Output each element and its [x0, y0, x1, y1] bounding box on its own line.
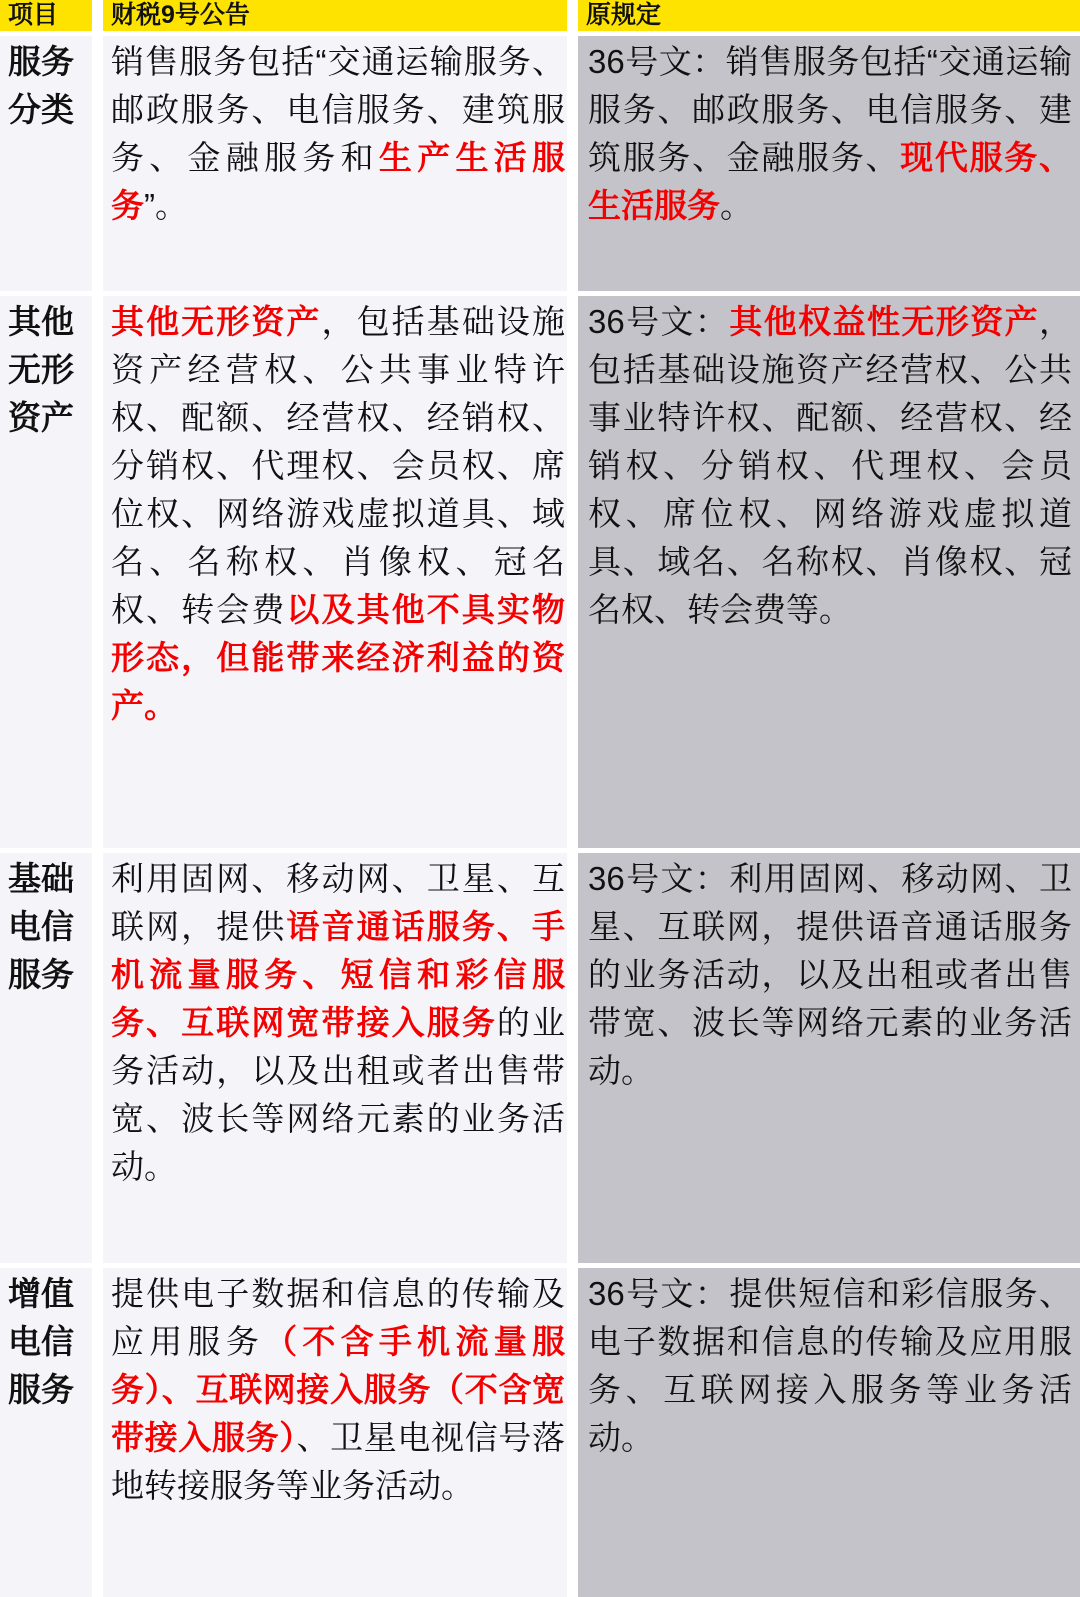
regular-text: 36号文：销售服务包括“交通运输服务、邮政服务、电信服务、建筑服务、金融服务、	[588, 43, 1072, 176]
table-row	[0, 296, 1080, 848]
highlighted-text: 其他权益性无形资产	[729, 303, 1039, 340]
regular-text: ，包括基础设施资产经营权、公共事业特许权、配额、经营权、经销权、分销权、代理权、会员权、席位权、网络游戏虚拟道具、域名、名称权、肖像权、冠名权、转会费	[111, 303, 566, 628]
header-original: 原规定	[578, 0, 1080, 31]
regular-text: ，包括基础设施资产经营权、公共事业特许权、配额、经营权、经销权、分销权、代理权、会员权、席位权、网络游戏虚拟道具、域名、名称权、肖像权、冠名权、转会费等。	[588, 303, 1072, 628]
table-row	[0, 853, 1080, 1263]
row-label: 其他无形资产	[0, 296, 92, 848]
table-header-row	[0, 0, 1080, 31]
regular-text: 的业务活动，以及出租或者出售带宽、波长等网络元素的业务活动。	[111, 1004, 566, 1185]
row-label: 增值电信服务	[0, 1268, 92, 1597]
regular-text: 36号文：利用固网、移动网、卫星、互联网，提供语音通话服务的业务活动，以及出租或者出售带宽、波长等网络元素的业务活动。	[588, 860, 1072, 1089]
announcement-cell	[103, 853, 567, 1263]
row-label: 服务分类	[0, 36, 92, 291]
header-announcement: 财税9号公告	[103, 0, 567, 31]
announcement-cell	[103, 296, 567, 848]
original-cell	[578, 36, 1080, 291]
regular-text: 提供电子数据和信息的传输及应用服务	[111, 1275, 565, 1360]
regular-text: 36号文：	[588, 303, 730, 340]
regular-text: ”。	[144, 187, 188, 224]
header-item: 项目	[0, 0, 92, 31]
original-cell	[578, 1268, 1080, 1597]
announcement-cell	[103, 36, 567, 291]
row-label: 基础电信服务	[0, 853, 92, 1263]
original-cell	[578, 296, 1080, 848]
original-cell	[578, 853, 1080, 1263]
highlighted-text: （不含手机流量服务）、互联网接入服务（不含宽带接入服务）	[111, 1323, 566, 1456]
highlighted-text: 以及其他不具实物形态，但能带来经济利益的资产。	[111, 591, 566, 724]
regular-text: 。	[720, 187, 753, 224]
highlighted-text: 生产生活服务	[111, 139, 566, 224]
highlighted-text: 其他无形资产	[111, 303, 322, 340]
table-row	[0, 36, 1080, 291]
regular-text: 、卫星电视信号落地转接服务等业务活动。	[111, 1419, 566, 1504]
regular-text: 36号文：提供短信和彩信服务、电子数据和信息的传输及应用服务、互联网接入服务等业务活动。	[588, 1275, 1072, 1456]
regular-text: 利用固网、移动网、卫星、互联网，提供	[111, 860, 565, 945]
highlighted-text: 现代服务、生活服务	[588, 139, 1073, 224]
table-row	[0, 1268, 1080, 1597]
highlighted-text: 语音通话服务、手机流量服务、短信和彩信服务、互联网宽带接入服务	[111, 908, 566, 1041]
regular-text: 销售服务包括“交通运输服务、邮政服务、电信服务、建筑服务、金融服务和	[111, 43, 565, 176]
announcement-cell	[103, 1268, 567, 1597]
